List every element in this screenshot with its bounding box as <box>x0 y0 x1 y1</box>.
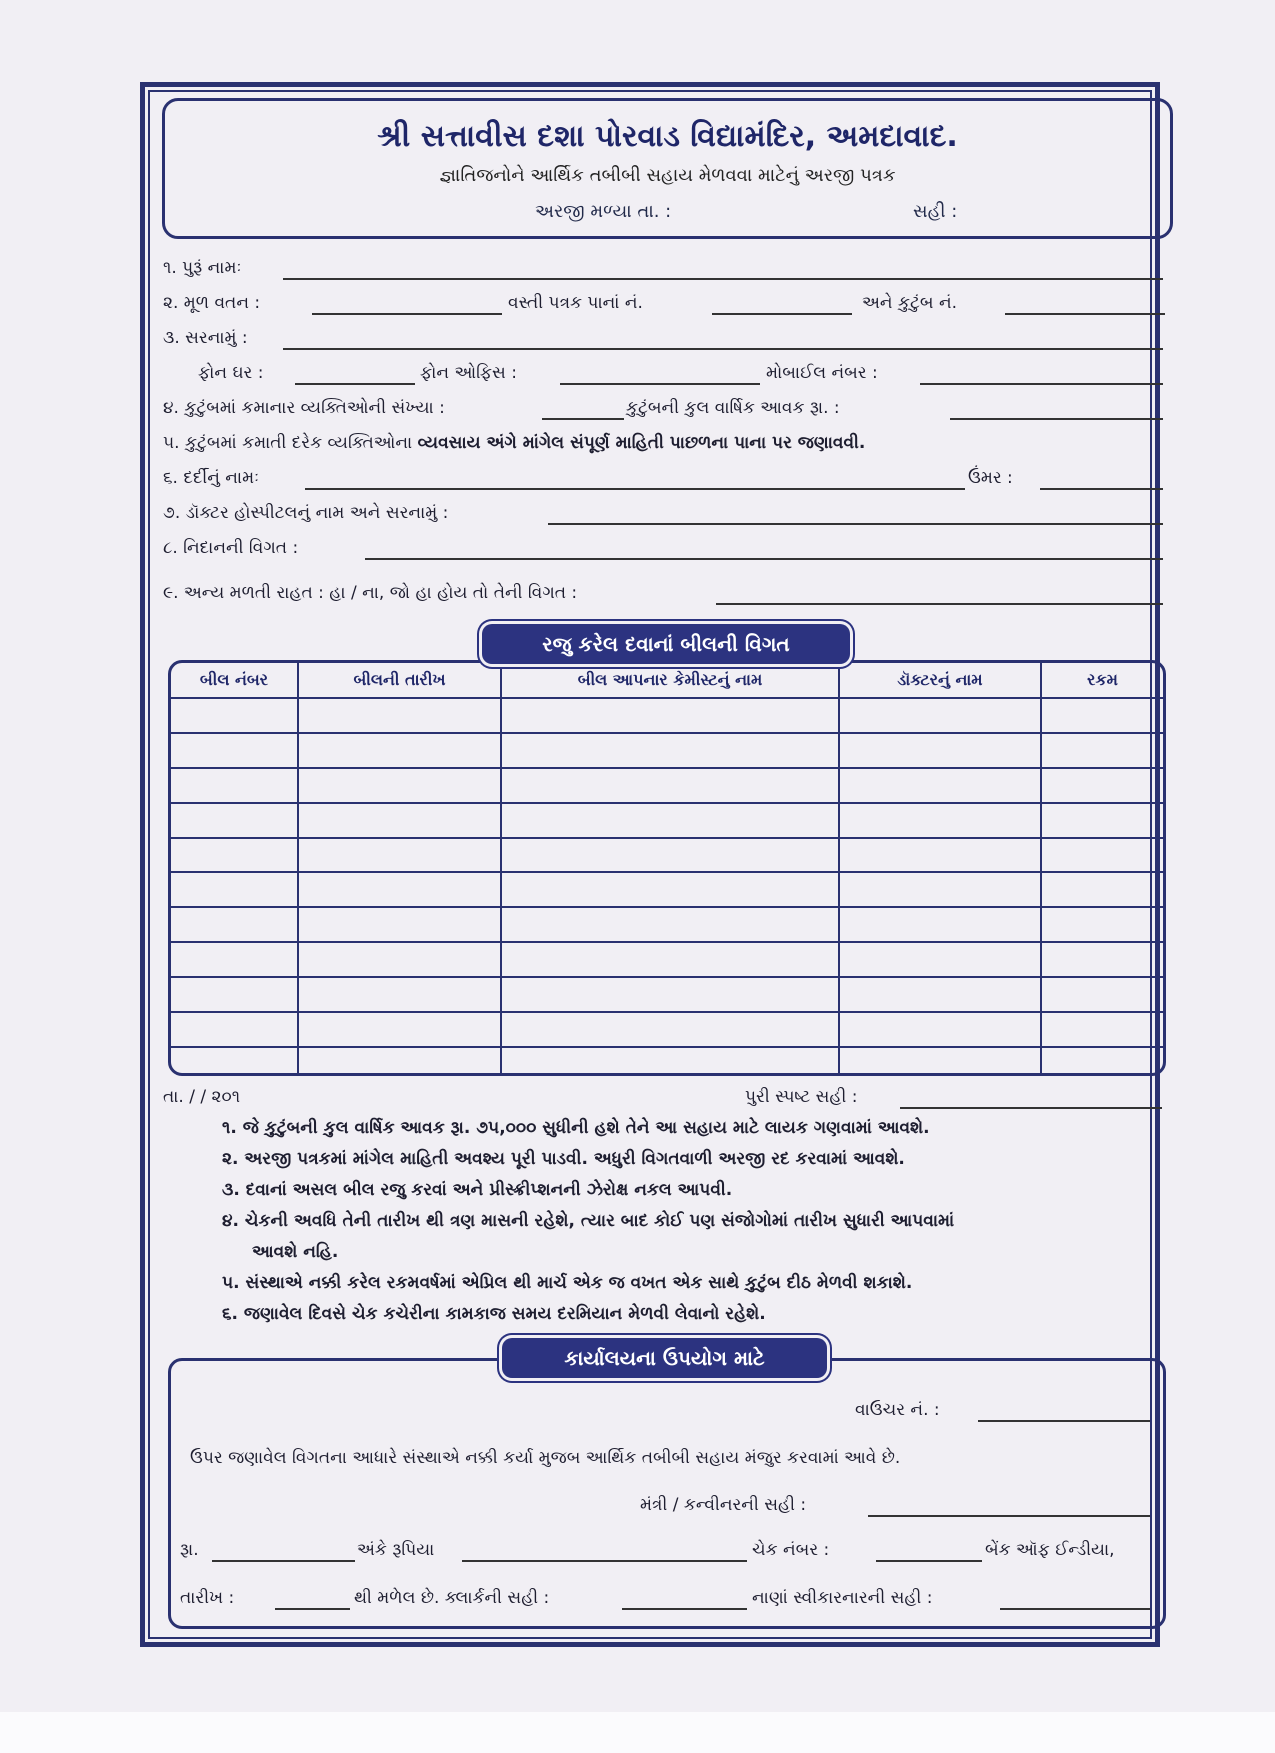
table-row <box>171 942 1163 977</box>
field-family-no-line[interactable] <box>1005 313 1165 315</box>
table-row <box>171 803 1163 838</box>
field-patient-line[interactable] <box>305 488 965 490</box>
table-row <box>171 977 1163 1012</box>
field-diagnosis-line[interactable] <box>365 558 1163 560</box>
table-cell[interactable] <box>171 768 298 803</box>
table-cell[interactable] <box>839 907 1041 942</box>
table-cell[interactable] <box>839 803 1041 838</box>
table-cell[interactable] <box>171 733 298 768</box>
table-cell[interactable] <box>501 768 839 803</box>
field-earners-line[interactable] <box>542 418 624 420</box>
phone-home-label: ફોન ઘર : <box>198 363 264 383</box>
field-native-line[interactable] <box>312 313 502 315</box>
phone-office-line[interactable] <box>560 383 760 385</box>
table-cell[interactable] <box>501 803 839 838</box>
table-cell[interactable] <box>171 1012 298 1047</box>
receiver-sign-label: નાણાં સ્વીકારનારની સહી : <box>752 1588 933 1608</box>
header-signature-label: સહી : <box>913 201 958 222</box>
table-cell[interactable] <box>171 1047 298 1073</box>
full-signature-line[interactable] <box>900 1107 1162 1109</box>
table-cell[interactable] <box>171 838 298 873</box>
sign-date-label: તા. / / ૨૦૧ <box>163 1087 241 1107</box>
office-date-label: તારીખ : <box>180 1588 235 1608</box>
clerk-sign-label: થી મળેલ છે. ક્લાર્કની સહી : <box>354 1588 550 1608</box>
col-doctor-name: ડૉક્ટરનું નામ <box>839 663 1041 698</box>
table-cell[interactable] <box>1041 733 1163 768</box>
bank-label: બેંક ઑફ ઈન્ડીયા, <box>985 1540 1115 1560</box>
field-address-label: ૩. સરનામું : <box>163 328 248 348</box>
table-cell[interactable] <box>298 977 501 1012</box>
table-row <box>171 907 1163 942</box>
minister-sign-line[interactable] <box>868 1515 1150 1517</box>
table-cell[interactable] <box>171 942 298 977</box>
table-cell[interactable] <box>298 768 501 803</box>
field-age-line[interactable] <box>1040 488 1163 490</box>
table-cell[interactable] <box>501 977 839 1012</box>
table-cell[interactable] <box>501 942 839 977</box>
table-cell[interactable] <box>1041 768 1163 803</box>
phone-office-label: ફોન ઓફિસ : <box>420 363 517 383</box>
table-cell[interactable] <box>501 872 839 907</box>
form-subtitle: જ્ઞાતિજનોને આર્થિક તબીબી સહાય મેળવવા માટેનું અરજી પત્રક <box>439 165 896 186</box>
cheque-no-line[interactable] <box>876 1560 982 1562</box>
table-cell[interactable] <box>298 838 501 873</box>
table-cell[interactable] <box>839 733 1041 768</box>
table-row <box>171 733 1163 768</box>
table-row <box>171 768 1163 803</box>
note-2: ૨. અરજી પત્રકમાં માંગેલ માહિતી અવશ્ય પૂરી પાડવી. અધુરી વિગતવાળી અરજી રદ કરવામાં આવશે. <box>222 1149 905 1169</box>
header-box <box>162 98 1173 239</box>
field-diagnosis-label: ૮. નિદાનની વિગત : <box>163 538 299 558</box>
col-bill-date: બીલની તારીખ <box>298 663 501 698</box>
table-cell[interactable] <box>839 768 1041 803</box>
note-1: ૧. જે કુટુંબની કુલ વાર્ષિક આવક રૂા. ૭૫,૦૦૦ સુધીની હશે તેને આ સહાય માટે લાયક ગણવામાં આવશે. <box>222 1118 930 1138</box>
table-row <box>171 1047 1163 1073</box>
col-amount: રકમ <box>1041 663 1163 698</box>
rs-label: રૂા. <box>180 1540 199 1560</box>
field-earners-label: ૪. કુટુંબમાં કમાનાર વ્યક્તિઓની સંખ્યા : <box>163 398 445 418</box>
table-cell[interactable] <box>1041 942 1163 977</box>
table-cell[interactable] <box>298 872 501 907</box>
field-full-name-line[interactable] <box>283 278 1163 280</box>
table-cell[interactable] <box>501 838 839 873</box>
rs-line[interactable] <box>212 1560 355 1562</box>
table-cell[interactable] <box>501 698 839 733</box>
note-5: ૫. સંસ્થાએ નક્કી કરેલ રકમવર્ષમાં એપ્રિલ થી માર્ચ એક જ વખત એક સાથે કુટુંબ દીઠ મેળવી શકાશે. <box>222 1273 913 1293</box>
in-words-line[interactable] <box>462 1560 747 1562</box>
voucher-label: વાઉચર નં. : <box>855 1400 940 1420</box>
table-cell[interactable] <box>171 907 298 942</box>
table-cell[interactable] <box>501 733 839 768</box>
table-cell[interactable] <box>839 698 1041 733</box>
mobile-line[interactable] <box>920 383 1163 385</box>
field-page-no-label: વસ્તી પત્રક પાનાં નં. <box>508 293 643 313</box>
table-row <box>171 1012 1163 1047</box>
table-cell[interactable] <box>501 907 839 942</box>
page-bottom-strip <box>0 1712 1275 1753</box>
col-chemist-name: બીલ આપનાર કેમીસ્ટનું નામ <box>501 663 839 698</box>
minister-sign-label: મંત્રી / કન્વીનરની સહી : <box>640 1495 807 1515</box>
field-income-line[interactable] <box>950 418 1163 420</box>
table-cell[interactable] <box>298 907 501 942</box>
table-cell[interactable] <box>171 803 298 838</box>
table-cell[interactable] <box>298 698 501 733</box>
table-cell[interactable] <box>298 942 501 977</box>
field-address-line[interactable] <box>283 348 1163 350</box>
mobile-label: મોબાઈલ નંબર : <box>766 363 878 383</box>
note-6: ૬. જણાવેલ દિવસે ચેક કચેરીના કામકાજ સમય દરમિયાન મેળવી લેવાનો રહેશે. <box>222 1304 766 1324</box>
field-doctor-line[interactable] <box>548 523 1163 525</box>
table-cell[interactable] <box>1041 698 1163 733</box>
field-family-no-label: અને કુટુંબ નં. <box>862 293 958 313</box>
note-4: ૪. ચેકની અવધિ તેની તારીખ થી ત્રણ માસની રહેશે, ત્યાર બાદ કોઈ પણ સંજોગોમાં તારીખ સુધારી આપવામાં <box>222 1211 955 1231</box>
table-cell[interactable] <box>839 942 1041 977</box>
office-date-line[interactable] <box>275 1608 350 1610</box>
form-title: શ્રી સત્તાવીસ દશા પોરવાડ વિદ્યામંદિર, અમદાવાદ. <box>377 119 958 154</box>
table-cell[interactable] <box>1041 907 1163 942</box>
field-occupation-note <box>163 433 865 453</box>
table-cell[interactable] <box>839 1012 1041 1047</box>
field-occupation-note-bold: વ્યવસાય અંગે માંગેલ સંપૂર્ણ માહિતી પાછળના પાના પર જણાવવી. <box>417 433 866 453</box>
table-cell[interactable] <box>501 1012 839 1047</box>
received-date-label: અરજી મળ્યા તા. : <box>535 201 672 222</box>
field-full-name-label: ૧. પુરૂં નામઃ <box>163 258 242 278</box>
office-use-title: કાર્યાલયના ઉપયોગ માટે <box>502 1338 827 1378</box>
col-bill-no: બીલ નંબર <box>171 663 298 698</box>
in-words-label: અંકે રૂપિયા <box>357 1540 435 1560</box>
phone-home-line[interactable] <box>295 383 415 385</box>
field-native-label: ૨. મૂળ વતન : <box>163 293 261 313</box>
table-cell[interactable] <box>839 977 1041 1012</box>
table-cell[interactable] <box>839 1047 1041 1073</box>
cheque-no-label: ચેક નંબર : <box>752 1540 830 1560</box>
table-cell[interactable] <box>1041 1047 1163 1073</box>
table-cell[interactable] <box>1041 872 1163 907</box>
full-signature-label: પુરી સ્પષ્ટ સહી : <box>745 1087 858 1107</box>
clerk-sign-line[interactable] <box>622 1608 747 1610</box>
table-cell[interactable] <box>171 977 298 1012</box>
table-cell[interactable] <box>298 1047 501 1073</box>
field-page-no-line[interactable] <box>712 313 852 315</box>
voucher-line[interactable] <box>978 1420 1150 1422</box>
table-cell[interactable] <box>1041 803 1163 838</box>
table-row <box>171 872 1163 907</box>
bill-section-title: રજુ કરેલ દવાનાં બીલની વિગત <box>482 624 850 664</box>
table-row <box>171 698 1163 733</box>
note-3: ૩. દવાનાં અસલ બીલ રજુ કરવાં અને પ્રીસ્ક્રીપ્શનની ઝેરોક્ષ નકલ આપવી. <box>222 1180 733 1200</box>
table-cell[interactable] <box>298 803 501 838</box>
table-cell[interactable] <box>1041 1012 1163 1047</box>
table-row <box>171 838 1163 873</box>
table-cell[interactable] <box>1041 838 1163 873</box>
table-cell[interactable] <box>298 1012 501 1047</box>
table-cell[interactable] <box>839 872 1041 907</box>
field-other-relief-label: ૯. અન્ય મળતી રાહત : હા / ના, જો હા હોય તો તેની વિગત : <box>163 583 578 603</box>
bill-table <box>168 660 1166 1076</box>
field-occupation-note-start: ૫. કુટુંબમાં કમાતી દરેક વ્યક્તિઓના <box>163 433 413 453</box>
approval-text: ઉપર જણાવેલ વિગતના આધારે સંસ્થાએ નક્કી કર્યા મુજબ આર્થિક તબીબી સહાય મંજુર કરવામાં આવે છે. <box>190 1448 901 1468</box>
office-use-box <box>168 1358 1166 1629</box>
field-other-relief-line[interactable] <box>716 603 1163 605</box>
note-4-continued: આવશે નહિ. <box>252 1242 339 1262</box>
table-cell[interactable] <box>171 872 298 907</box>
table-cell[interactable] <box>839 838 1041 873</box>
field-income-label: કુટુંબની કુલ વાર્ષિક આવક રૂા. : <box>626 398 840 418</box>
field-age-label: ઉંમર : <box>968 468 1013 488</box>
field-doctor-label: ૭. ડૉક્ટર હોસ્પીટલનું નામ અને સરનામું : <box>163 503 449 523</box>
field-patient-label: ૬. દર્દીનું નામઃ <box>163 468 259 488</box>
table-cell[interactable] <box>1041 977 1163 1012</box>
table-cell[interactable] <box>501 1047 839 1073</box>
table-cell[interactable] <box>298 733 501 768</box>
receiver-sign-line[interactable] <box>1000 1608 1150 1610</box>
table-cell[interactable] <box>171 698 298 733</box>
